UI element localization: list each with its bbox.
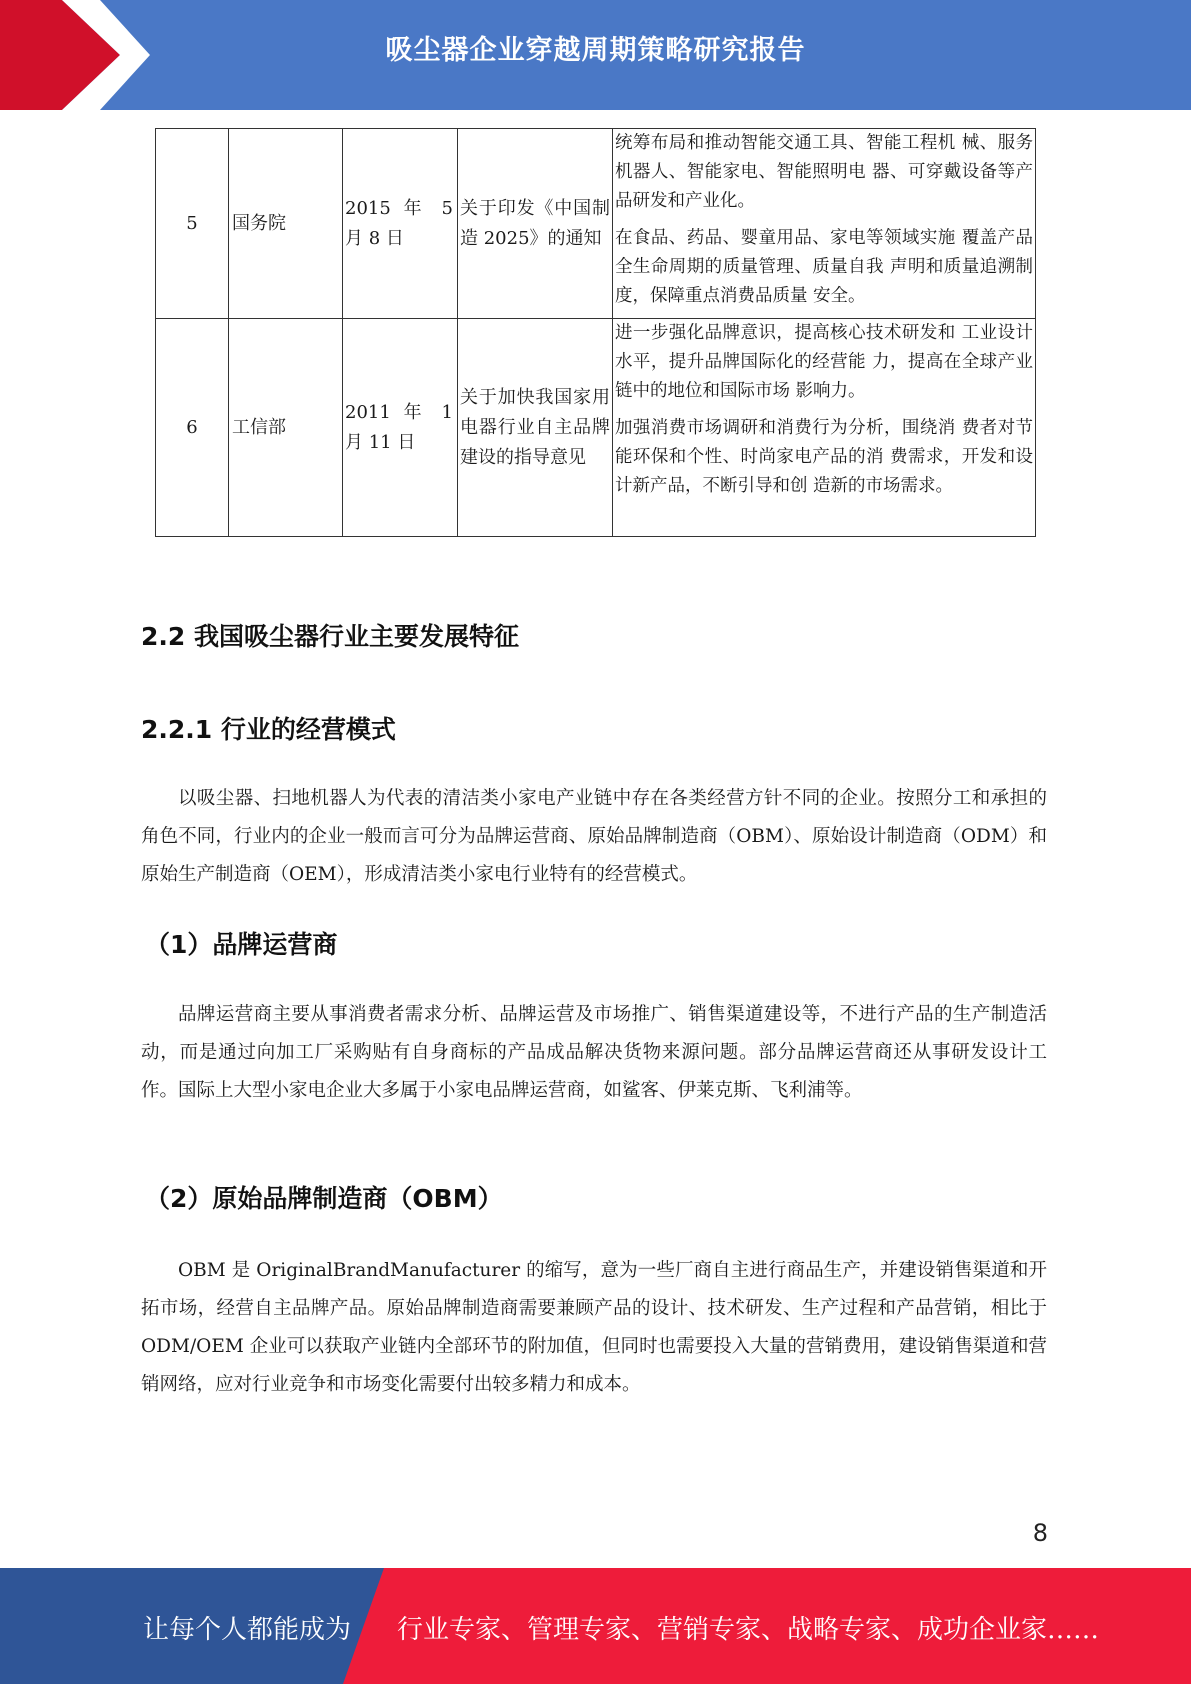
brand-operator-heading: （1）品牌运营商	[145, 930, 338, 959]
policy-content-paragraph: 进一步强化品牌意识，提高核心技术研发和 工业设计水平，提升品牌国际化的经营能 力，提高在全球产业链中的地位和国际市场 影响力。	[615, 323, 1033, 401]
obm-heading: （2）原始品牌制造商（OBM）	[145, 1184, 503, 1213]
obm-paragraph: OBM 是 OriginalBrandManufacturer 的缩写，意为一些厂商自主进行商品生产，并建设销售渠道和开拓市场，经营自主品牌产品。原始品牌制造商需要兼顾产品的设计、技术研发、生产过程和产品营销，相比于 ODM/OEM 企业可以获取产业链内全部环节的附加值，但同时也需要投入大量的营销费用，建设销售渠道和营销网络，应对行业竞争和市场变化需要付出较多精力和成本。	[141, 1260, 1047, 1395]
intro-paragraph: 以吸尘器、扫地机器人为代表的清洁类小家电产业链中存在各类经营方针不同的企业。按照分工和承担的角色不同，行业内的企业一般而言可分为品牌运营商、原始品牌制造商（OBM）、原始设计制造商（ODM）和原始生产制造商（OEM），形成清洁类小家电行业特有的经营模式。	[141, 788, 1047, 885]
policy-content-paragraph: 在食品、药品、婴童用品、家电等领域实施 覆盖产品全生命周期的质量管理、质量自我 声明和质量追溯制度，保障重点消费品质量 安全。	[615, 228, 1033, 306]
table-row	[156, 319, 1036, 537]
policy-content	[613, 129, 1036, 319]
subsection-heading: 2.2.1 行业的经营模式	[141, 715, 396, 744]
policy-title: 关于加快我国家用电器行业自主品牌建设的指导意见	[458, 319, 613, 537]
footer-slogan-left: 让每个人都能成为	[143, 1615, 352, 1645]
policy-content	[613, 319, 1036, 537]
policy-content-paragraph: 加强消费市场调研和消费行为分析，围绕消 费者对节能环保和个性、时尚家电产品的消 费需求，开发和设计新产品，不断引导和创 造新的市场需求。	[615, 418, 1033, 496]
issue-date: 2015 年 5 月 8 日	[343, 129, 458, 319]
row-number: 5	[156, 129, 229, 319]
issue-date: 2011 年 1 月 11 日	[343, 319, 458, 537]
section-heading: 2.2 我国吸尘器行业主要发展特征	[141, 622, 519, 651]
table-row	[156, 129, 1036, 319]
row-number: 6	[156, 319, 229, 537]
footer-slogan-right: 行业专家、管理专家、营销专家、战略专家、成功企业家……	[397, 1615, 1100, 1645]
policy-content-paragraph: 统筹布局和推动智能交通工具、智能工程机 械、服务机器人、智能家电、智能照明电 器、可穿戴设备等产品研发和产业化。	[615, 133, 1033, 211]
report-title: 吸尘器企业穿越周期策略研究报告	[385, 35, 806, 66]
page-footer	[0, 1568, 1191, 1684]
brand-operator-paragraph: 品牌运营商主要从事消费者需求分析、品牌运营及市场推广、销售渠道建设等，不进行产品的生产制造活动，而是通过向加工厂采购贴有自身商标的产品成品解决货物来源问题。部分品牌运营商还从事研发设计工作。国际上大型小家电企业大多属于小家电品牌运营商，如鲨客、伊莱克斯、飞利浦等。	[141, 1004, 1047, 1101]
issuing-body: 国务院	[229, 129, 343, 319]
page-number: 8	[1032, 1519, 1048, 1547]
page-header	[0, 0, 1191, 110]
issuing-body: 工信部	[229, 319, 343, 537]
policy-table	[155, 128, 1036, 537]
policy-title: 关于印发《中国制造 2025》的通知	[458, 129, 613, 319]
